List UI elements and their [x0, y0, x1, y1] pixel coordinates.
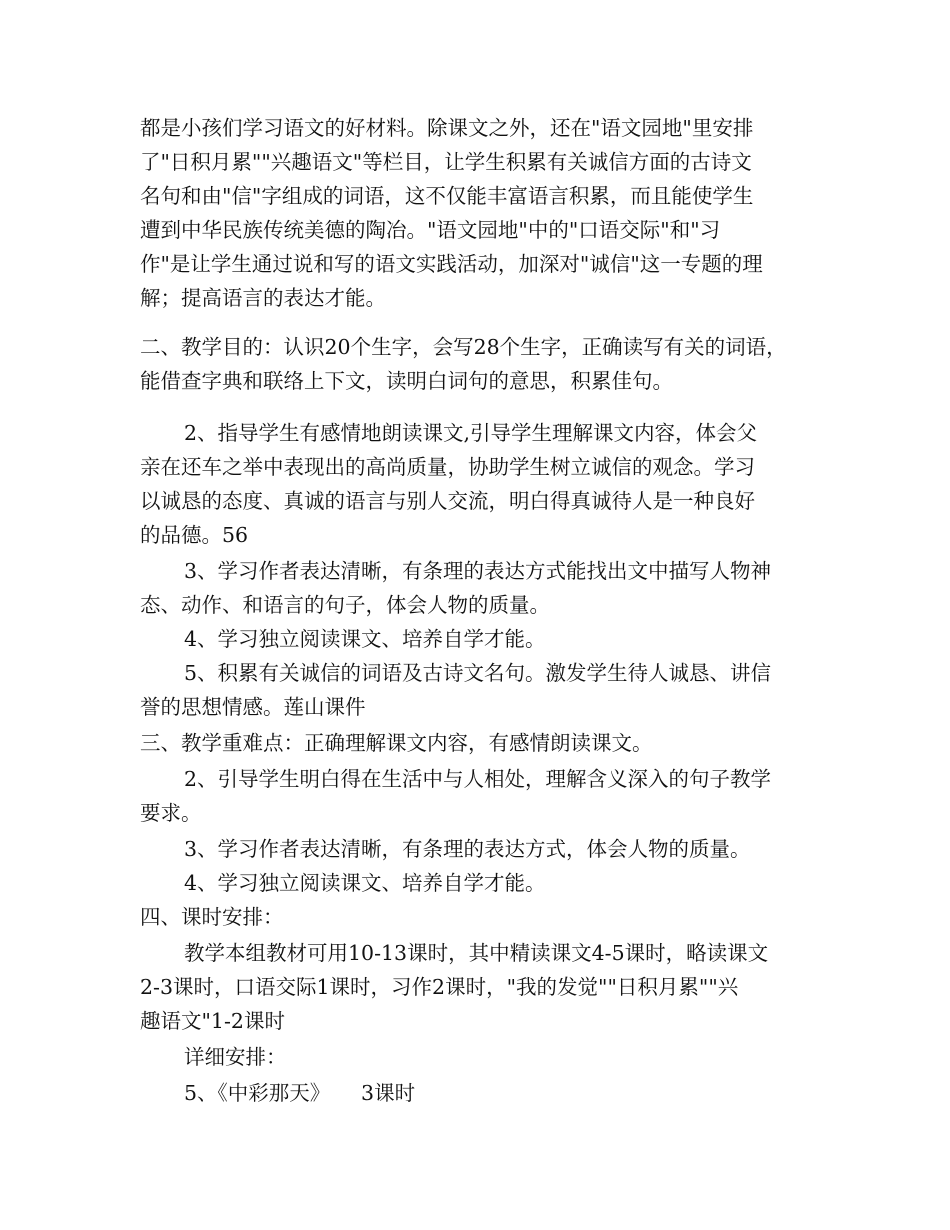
text-line-14: 态、动作、和语言的句子，体会人物的质量。	[140, 593, 550, 617]
text-line-8: 能借查字典和联络上下文，读明白词句的意思，积累佳句。	[140, 369, 673, 393]
text-line-24: 教学本组教材可用10-13课时，其中精读课文4-5课时，略读课文	[184, 941, 769, 965]
text-line-17: 誉的思想情感。莲山课件	[140, 695, 366, 719]
text-line-20: 要求。	[140, 801, 202, 825]
text-line-22: 4、学习独立阅读课文、培养自学才能。	[184, 871, 546, 895]
text-line-1: 都是小孩们学习语文的好材料。除课文之外，还在"语文园地"里安排	[140, 116, 754, 140]
text-line-21: 3、学习作者表达清晰，有条理的表达方式，体会人物的质量。	[184, 837, 751, 861]
text-line-19: 2、引导学生明白得在生活中与人相处，理解含义深入的句子教学	[184, 767, 772, 791]
text-line-9: 2、指导学生有感情地朗读课文,引导学生理解课文内容，体会父	[184, 421, 758, 445]
text-line-25: 2-3课时，口语交际1课时，习作2课时，"我的发觉""日积月累""兴	[140, 975, 739, 999]
text-line-27: 详细安排：	[184, 1045, 287, 1069]
section-heading-difficulties: 三、教学重难点：正确理解课文内容，有感情朗读课文。	[140, 731, 653, 755]
text-line-5: 作"是让学生通过说和写的语文实践活动，加深对"诚信"这一专题的理	[140, 252, 763, 276]
text-line-11: 以诚恳的态度、真诚的语言与别人交流，明白得真诚待人是一种良好	[140, 489, 755, 513]
section-heading-schedule: 四、课时安排：	[140, 905, 284, 929]
text-line-6: 解；提高语言的表达才能。	[140, 286, 386, 310]
text-line-12: 的品德。56	[140, 523, 249, 547]
text-line-16: 5、积累有关诚信的词语及古诗文名句。激发学生待人诚恳、讲信	[184, 661, 772, 685]
text-line-4: 遭到中华民族传统美德的陶冶。"语文园地"中的"口语交际"和"习	[140, 218, 721, 242]
text-line-10: 亲在还车之举中表现出的高尚质量，协助学生树立诚信的观念。学习	[140, 455, 755, 479]
text-line-15: 4、学习独立阅读课文、培养自学才能。	[184, 627, 546, 651]
section-heading-objectives: 二、教学目的：认识20个生字，会写28个生字，正确读写有关的词语，	[140, 335, 787, 359]
text-line-2: 了"日积月累""兴趣语文"等栏目，让学生积累有关诚信方面的古诗文	[140, 150, 752, 174]
text-line-13: 3、学习作者表达清晰，有条理的表达方式能找出文中描写人物神	[184, 559, 772, 583]
text-line-26: 趣语文"1-2课时	[140, 1009, 285, 1033]
text-line-28: 5、《中彩那天》 3课时	[184, 1081, 416, 1105]
text-line-3: 名句和由"信"字组成的词语，这不仅能丰富语言积累，而且能使学生	[140, 184, 754, 208]
